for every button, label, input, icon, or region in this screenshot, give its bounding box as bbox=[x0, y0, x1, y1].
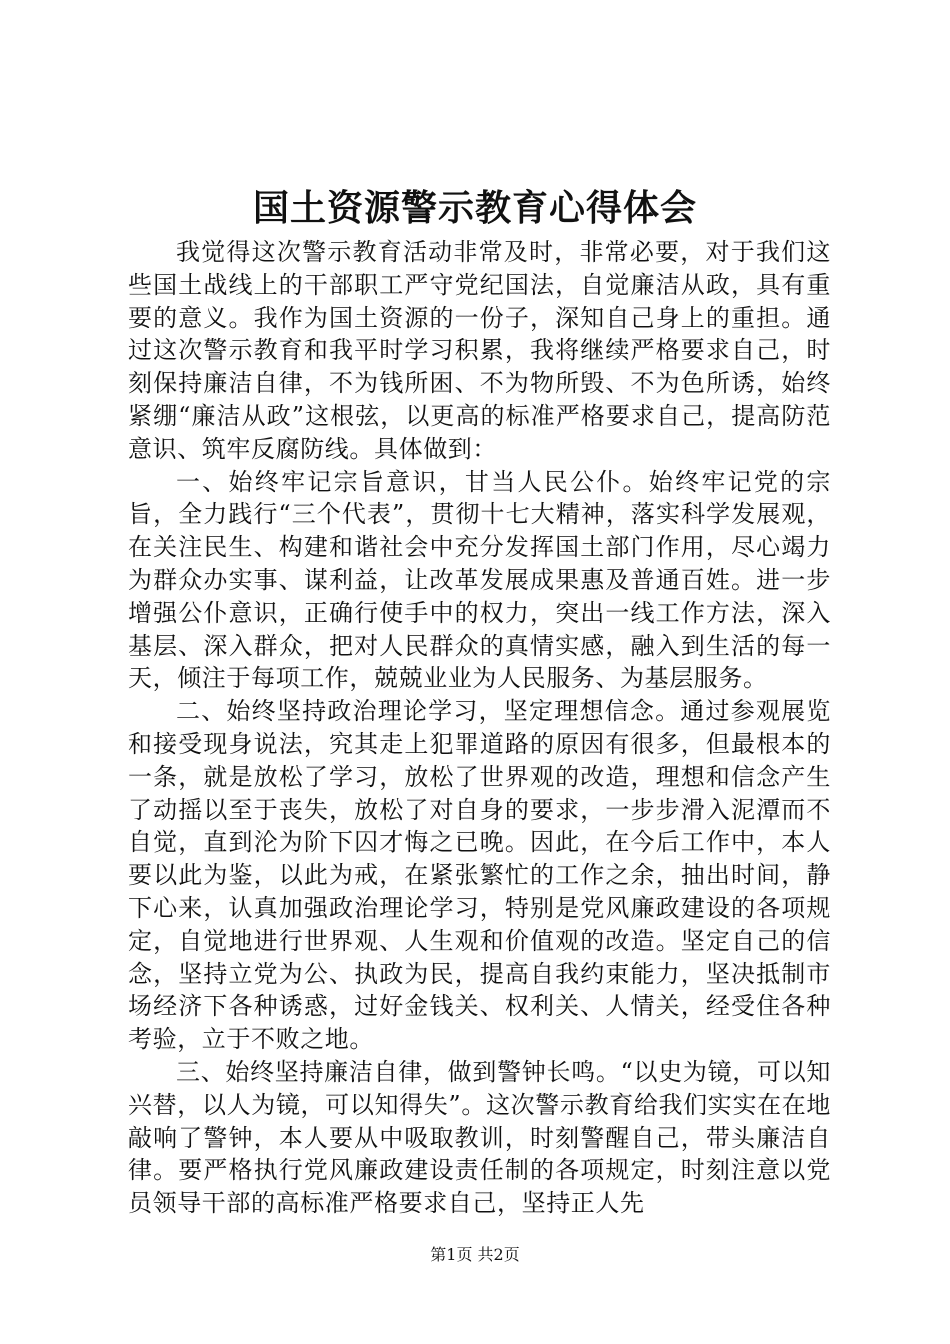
page-number-footer: 第1页 共2页 bbox=[430, 1245, 520, 1264]
paragraph-point-two: 二、始终坚持政治理论学习，坚定理想信念。通过参观展览和接受现身说法，究其走上犯罪道路的原因有很多，但最根本的一条，就是放松了学习，放松了世界观的改造，理想和信念产生了动摇以至于丧失，放松了对自身的要求，一步步滑入泥潭而不自觉，直到沦为阶下囚才悔之已晚。因此，在今后工作中，本人要以此为鉴，以此为戒，在紧张繁忙的工作之余，抽出时间，静下心来，认真加强政治理论学习，特别是党风廉政建设的各项规定，自觉地进行世界观、人生观和价值观的改造。坚定自己的信念，坚持立党为公、执政为民，提高自我约束能力，坚决抵制市场经济下各种诱惑，过好金钱关、权利关、人情关，经受住各种考验，立于不败之地。 bbox=[128, 697, 831, 1054]
page-title: 国土资源警示教育心得体会 bbox=[252, 187, 697, 229]
paragraph-point-three: 三、始终坚持廉洁自律，做到警钟长鸣。“以史为镜，可以知兴替，以人为镜，可以知得失”。这次警示教育给我们实实在在地敲响了警钟，本人要从中吸取教训，时刻警醒自己，带头廉洁自律。要严格执行党风廉政建设责任制的各项规定，时刻注意以党员领导干部的高标准严格要求自己，坚持正人先 bbox=[128, 1057, 831, 1218]
document-body bbox=[128, 236, 831, 1220]
paragraph-point-one: 一、始终牢记宗旨意识，甘当人民公仆。始终牢记党的宗旨，全力践行“三个代表”，贯彻十七大精神，落实科学发展观，在关注民生、构建和谐社会中充分发挥国土部门作用，尽心竭力为群众办实事、谋利益，让改革发展成果惠及普通百姓。进一步增强公仆意识，正确行使手中的权力，突出一线工作方法，深入基层、深入群众，把对人民群众的真情实感，融入到生活的每一天，倾注于每项工作，兢兢业业为人民服务、为基层服务。 bbox=[128, 467, 831, 693]
paragraph-intro: 我觉得这次警示教育活动非常及时，非常必要，对于我们这些国土战线上的干部职工严守党纪国法，自觉廉洁从政，具有重要的意义。我作为国土资源的一份子，深知自己身上的重担。通过这次警示教育和我平时学习积累，我将继续严格要求自己，时刻保持廉洁自律，不为钱所困、不为物所毁、不为色所诱，始终紧绷“廉洁从政”这根弦，以更高的标准严格要求自己，提高防范意识、筑牢反腐防线。具体做到： bbox=[128, 238, 831, 463]
